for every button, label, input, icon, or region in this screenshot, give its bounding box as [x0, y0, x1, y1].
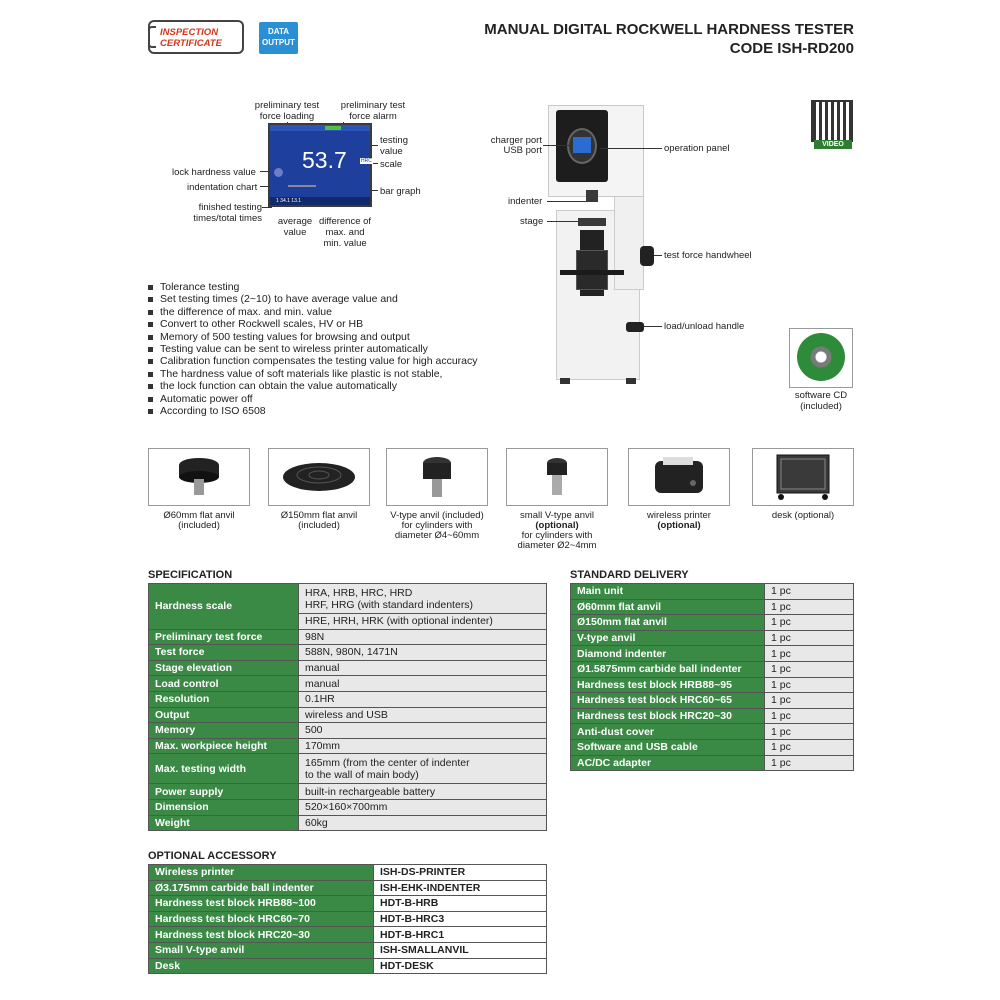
spec-value: 588N, 980N, 1471N: [299, 645, 547, 661]
spec-value-line: to the wall of main body): [305, 768, 419, 781]
label-preliminary-loading: preliminary test force loading: [254, 100, 320, 122]
feature-list: [148, 281, 528, 417]
delivery-item: V-type anvil: [571, 630, 765, 646]
accessory-caption: [259, 511, 379, 531]
caption-line: small V-type anvil: [520, 510, 594, 521]
stage-illustration: [578, 218, 606, 226]
caption-line: (optional): [535, 520, 579, 531]
spec-key: Output: [149, 707, 299, 723]
caption-line: V-type anvil (included): [390, 510, 484, 521]
accessory-caption: [743, 511, 863, 521]
optional-accessory-table: [148, 864, 547, 974]
delivery-qty: 1 pc: [765, 739, 854, 755]
label-average: average value: [277, 216, 313, 238]
badge-text-line1: INSPECTION: [160, 27, 219, 38]
delivery-qty: 1 pc: [765, 584, 854, 600]
software-cd-line1: software CD: [794, 390, 848, 401]
accessory-image-printer: [628, 448, 730, 506]
label-scale: scale: [380, 159, 403, 170]
accessory-name: Desk: [149, 958, 374, 974]
accessory-image-small-v-anvil: [506, 448, 608, 506]
accessory-image-60mm-anvil: [148, 448, 250, 506]
delivery-item: Hardness test block HRC20~30: [571, 708, 765, 724]
lock-icon: [274, 168, 283, 177]
caption-line: wireless printer: [647, 510, 711, 521]
caption-line: (included): [178, 520, 220, 531]
spec-value: built-in rechargeable battery: [299, 784, 547, 800]
machine-foot-right: [626, 378, 636, 384]
operation-panel-display: [573, 137, 591, 153]
caption-line: Ø60mm flat anvil: [163, 510, 235, 521]
table-row: [571, 693, 854, 709]
label-handwheel: test force handwheel: [664, 250, 752, 261]
accessory-caption: [619, 511, 739, 531]
load-handle-illustration: [626, 322, 644, 332]
small-v-anvil-icon: [507, 449, 607, 505]
table-row: [149, 645, 547, 661]
spec-key: Hardness scale: [149, 584, 299, 630]
delivery-qty: 1 pc: [765, 661, 854, 677]
delivery-item: Ø60mm flat anvil: [571, 599, 765, 615]
delivery-item: Software and USB cable: [571, 739, 765, 755]
delivery-qty: 1 pc: [765, 724, 854, 740]
indenter-illustration: [586, 190, 598, 202]
spec-key: Weight: [149, 815, 299, 831]
table-row: [571, 646, 854, 662]
specification-title: SPECIFICATION: [148, 569, 233, 581]
accessory-code: HDT-B-HRC1: [374, 927, 547, 943]
accessory-caption: [377, 511, 497, 541]
screen-unit: HRC: [361, 158, 372, 164]
spec-value: [299, 754, 547, 784]
table-row: [149, 754, 547, 784]
page-title: [484, 20, 854, 58]
caption-line: for cylinders with: [521, 530, 593, 541]
accessory-code: HDT-B-HRB: [374, 896, 547, 912]
feature-item: Calibration function compensates the testing value for high accuracy: [148, 355, 528, 367]
accessory-code: ISH-SMALLANVIL: [374, 942, 547, 958]
standard-delivery-title: STANDARD DELIVERY: [570, 569, 689, 581]
cd-icon: [797, 333, 845, 381]
label-indentation: indentation chart: [187, 182, 258, 193]
table-row: [571, 661, 854, 677]
spec-key: Power supply: [149, 784, 299, 800]
label-bar-graph: bar graph: [380, 186, 421, 197]
table-row: [149, 880, 547, 896]
accessory-code: HDT-B-HRC3: [374, 911, 547, 927]
accessory-code: ISH-DS-PRINTER: [374, 865, 547, 881]
label-testing-value: testing value: [380, 135, 408, 157]
accessory-image-150mm-anvil: [268, 448, 370, 506]
label-finished: finished testing times/total times: [193, 202, 262, 224]
table-row: [571, 677, 854, 693]
standard-delivery-table: [570, 583, 854, 771]
accessory-name: Small V-type anvil: [149, 942, 374, 958]
delivery-item: Hardness test block HRC60~65: [571, 693, 765, 709]
indentation-chart-icon: [288, 185, 316, 187]
table-row: [571, 739, 854, 755]
feature-item-continued: the difference of max. and min. value: [148, 306, 528, 318]
accessory-code: ISH-EHK-INDENTER: [374, 880, 547, 896]
feature-item: The hardness value of soft materials like plastic is not stable,: [148, 368, 528, 380]
data-badge-line1: DATA: [267, 27, 290, 36]
feature-item: Tolerance testing: [148, 281, 528, 293]
spec-key: Stage elevation: [149, 660, 299, 676]
delivery-item: Diamond indenter: [571, 646, 765, 662]
caption-line: Ø150mm flat anvil: [280, 510, 358, 521]
printer-icon: [629, 449, 729, 505]
accessory-caption: [139, 511, 259, 531]
software-cd-line2: (included): [800, 401, 842, 412]
spec-value: 500: [299, 723, 547, 739]
table-row: [149, 927, 547, 943]
feature-item: Automatic power off: [148, 393, 528, 405]
delivery-qty: 1 pc: [765, 693, 854, 709]
delivery-qty: 1 pc: [765, 630, 854, 646]
table-row: [571, 755, 854, 771]
table-row: [149, 691, 547, 707]
accessory-image-v-anvil: [386, 448, 488, 506]
spec-value: 520×160×700mm: [299, 799, 547, 815]
table-row: [149, 896, 547, 912]
inspection-certificate-badge: [148, 20, 244, 54]
table-row: [149, 723, 547, 739]
accessory-caption: [497, 511, 617, 551]
table-row: [149, 784, 547, 800]
accessory-name: Wireless printer: [149, 865, 374, 881]
spec-value: [299, 584, 547, 614]
accessory-name: Hardness test block HRB88~100: [149, 896, 374, 912]
label-lock: lock hardness value: [172, 167, 256, 178]
label-indenter: indenter: [508, 196, 543, 207]
spec-key: Max. workpiece height: [149, 738, 299, 754]
delivery-item: Anti-dust cover: [571, 724, 765, 740]
machine-foot-left: [560, 378, 570, 384]
feature-item: Memory of 500 testing values for browsing and output: [148, 331, 528, 343]
spec-value: HRE, HRH, HRK (with optional indenter): [299, 614, 547, 630]
flat-anvil-150-icon: [269, 449, 369, 505]
delivery-qty: 1 pc: [765, 615, 854, 631]
accessory-name: Hardness test block HRC60~70: [149, 911, 374, 927]
label-load-handle: load/unload handle: [664, 321, 745, 332]
table-row: [149, 958, 547, 974]
spec-key: Test force: [149, 645, 299, 661]
software-cd-caption: [776, 390, 866, 412]
feature-item: Convert to other Rockwell scales, HV or HB: [148, 318, 528, 330]
spec-key: Memory: [149, 723, 299, 739]
table-row: [571, 615, 854, 631]
table-row: [149, 942, 547, 958]
label-preliminary-alarm: preliminary test force alarm: [340, 100, 406, 122]
table-row: [149, 815, 547, 831]
badge-hook-icon: [148, 26, 156, 48]
badge-text-line2: CERTIFICATE: [160, 38, 222, 49]
caption-line: (optional): [657, 520, 701, 531]
table-row: [149, 660, 547, 676]
delivery-item: Ø150mm flat anvil: [571, 615, 765, 631]
video-label: VIDEO: [814, 140, 852, 149]
flat-anvil-60-icon: [149, 449, 249, 505]
specification-table: [148, 583, 547, 831]
caption-line: for cylinders with: [401, 520, 473, 531]
spec-value-line: HRA, HRB, HRC, HRD: [305, 586, 413, 599]
label-difference: difference of max. and min. value: [318, 216, 372, 249]
table-row: [571, 599, 854, 615]
caption-line: diameter Ø4~60mm: [394, 530, 480, 541]
spec-value: 98N: [299, 629, 547, 645]
spec-key: Resolution: [149, 691, 299, 707]
spec-value-line: HRF, HRG (with standard indenters): [305, 598, 474, 611]
product-code: CODE ISH-RD200: [729, 40, 854, 57]
optional-accessory-title: OPTIONAL ACCESSORY: [148, 850, 277, 862]
table-row: [571, 708, 854, 724]
table-row: [571, 724, 854, 740]
table-row: [149, 676, 547, 692]
spec-value-line: 165mm (from the center of indenter: [305, 756, 470, 769]
feature-item: Testing value can be sent to wireless printer automatically: [148, 343, 528, 355]
table-row: [149, 865, 547, 881]
feature-item: According to ISO 6508: [148, 405, 528, 417]
screen-top-bar: [270, 125, 370, 131]
delivery-qty: 1 pc: [765, 599, 854, 615]
delivery-qty: 1 pc: [765, 708, 854, 724]
accessory-code: HDT-DESK: [374, 958, 547, 974]
table-row: [571, 584, 854, 600]
display-screen-illustration: [268, 123, 372, 207]
spec-value: manual: [299, 660, 547, 676]
delivery-qty: 1 pc: [765, 755, 854, 771]
table-row: [149, 707, 547, 723]
table-row: [149, 799, 547, 815]
table-row: [149, 738, 547, 754]
preliminary-force-indicator: [325, 126, 341, 130]
title-line1: MANUAL DIGITAL ROCKWELL HARDNESS TESTER: [484, 21, 854, 38]
spec-value: 60kg: [299, 815, 547, 831]
table-row: [571, 630, 854, 646]
delivery-item: Main unit: [571, 584, 765, 600]
label-stage: stage: [520, 216, 544, 227]
caption-line: diameter Ø2~4mm: [517, 540, 597, 551]
v-anvil-icon: [387, 449, 487, 505]
feature-item-continued: the lock function can obtain the value automatically: [148, 380, 528, 392]
desk-icon: [753, 449, 853, 505]
delivery-item: Hardness test block HRB88~95: [571, 677, 765, 693]
spec-key: Load control: [149, 676, 299, 692]
table-row: [149, 911, 547, 927]
delivery-item: AC/DC adapter: [571, 755, 765, 771]
feature-item: Set testing times (2~10) to have average value and: [148, 293, 528, 305]
data-badge-line2: OUTPUT: [262, 38, 295, 47]
caption-line: desk (optional): [771, 510, 835, 521]
elevation-handles-illustration: [560, 270, 624, 275]
delivery-qty: 1 pc: [765, 646, 854, 662]
spec-value: wireless and USB: [299, 707, 547, 723]
spec-key: Max. testing width: [149, 754, 299, 784]
screen-bottom-values: 1 34.1 13.1: [270, 197, 370, 205]
spec-value: 0.1HR: [299, 691, 547, 707]
delivery-qty: 1 pc: [765, 677, 854, 693]
accessory-name: Ø3.175mm carbide ball indenter: [149, 880, 374, 896]
spec-key: Dimension: [149, 799, 299, 815]
spec-value: manual: [299, 676, 547, 692]
spec-key: Preliminary test force: [149, 629, 299, 645]
accessory-image-desk: [752, 448, 854, 506]
delivery-item: Ø1.5875mm carbide ball indenter: [571, 661, 765, 677]
spec-value: 170mm: [299, 738, 547, 754]
label-usb-port: USB port: [503, 145, 542, 156]
label-charger-port: charger port: [490, 135, 542, 146]
table-row: [149, 629, 547, 645]
label-operation-panel: operation panel: [664, 143, 730, 154]
handwheel-illustration: [640, 246, 654, 266]
table-row: [149, 584, 547, 614]
caption-line: (included): [298, 520, 340, 531]
screen-reading: 53.7: [302, 147, 347, 173]
qr-code-icon[interactable]: [811, 100, 853, 142]
data-output-badge: [259, 22, 298, 54]
accessory-name: Hardness test block HRC20~30: [149, 927, 374, 943]
